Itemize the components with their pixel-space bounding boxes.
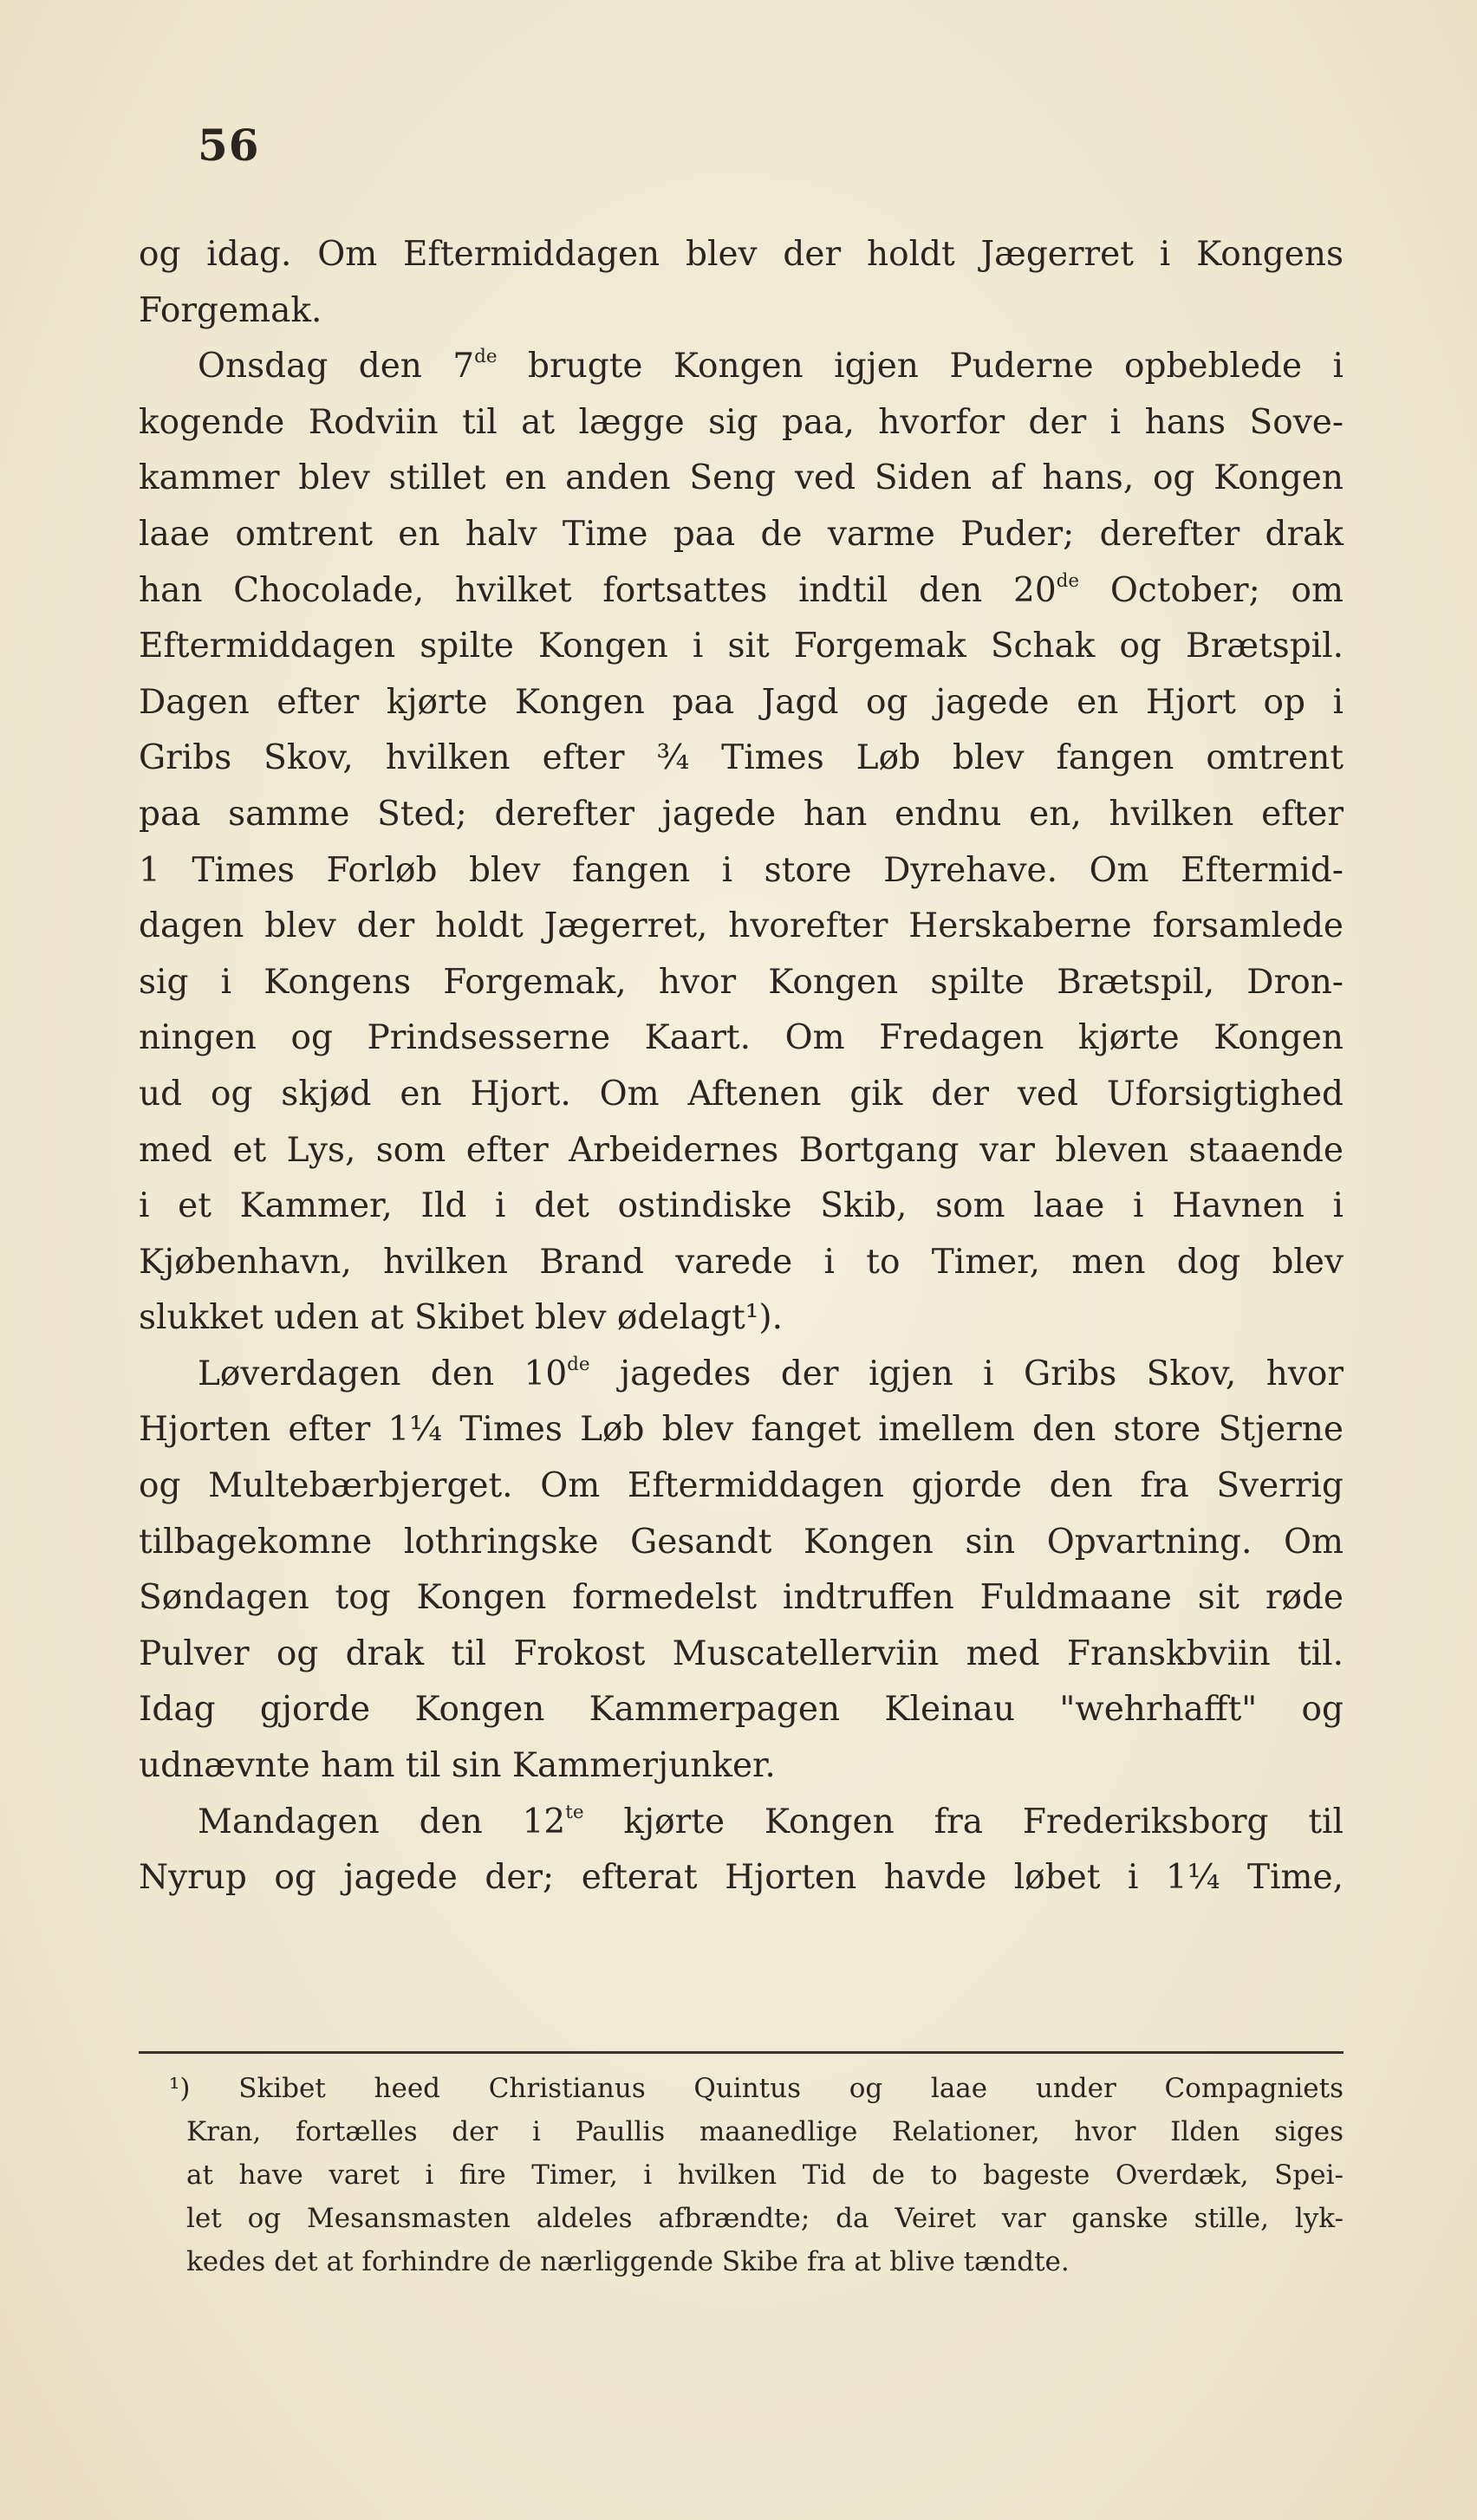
text-line: sig i Kongens Forgemak, hvor Kongen spilte Brætspil, Dron- (139, 962, 1344, 1002)
text-line: tilbagekomne lothringske Gesandt Kongen sin Opvartning. Om (139, 1522, 1344, 1562)
footnote-divider (139, 2051, 1344, 2054)
text-line-paragraph-start (139, 339, 1344, 395)
text-line: Kjøbenhavn, hvilken Brand varede i to Timer, men dog blev (139, 1242, 1344, 1282)
footnote (169, 2067, 1344, 2283)
text-line-paragraph-start (139, 1795, 1344, 1851)
text-line: ningen og Prindsesserne Kaart. Om Fredagen kjørte Kongen (139, 1018, 1344, 1058)
text-line: Gribs Skov, hvilken efter ¾ Times Løb blev fangen omtrent (139, 738, 1344, 778)
text-line: Søndagen tog Kongen formedelst indtruffen Fuldmaane sit røde (139, 1578, 1344, 1618)
line-part: Løverdagen den 10de jagedes der igjen i Gribs Skov, hvor (198, 1353, 1344, 1393)
line-part: Mandagen den $12^{te}$ kjørte Kongen fra Frederiksborg til (198, 1801, 1344, 1841)
text-line: 1 Times Forløb blev fangen i store Dyrehave. Om Eftermid- (139, 850, 1344, 890)
text-line: Dagen efter kjørte Kongen paa Jagd og jagede en Hjort op i (139, 682, 1344, 722)
footnote-line: kedes det at forhindre de nærliggende Skibe fra at blive tændte. (186, 2246, 1070, 2277)
footnote-line: let og Mesansmasten aldeles afbrændte; da Veiret var ganske stille, lyk- (186, 2203, 1344, 2234)
text-line: ud og skjød en Hjort. Om Aftenen gik der ved Uforsigtighed (139, 1074, 1344, 1114)
text-line: i et Kammer, Ild i det ostindiske Skib, som laae i Havnen i (139, 1186, 1344, 1226)
footnote-line (169, 2067, 1344, 2110)
text-line-paragraph-start (139, 1347, 1344, 1403)
text-line: udnævnte ham til sin Kammerjunker. (139, 1746, 776, 1786)
text-line: slukket uden at Skibet blev ødelagt¹). (139, 1298, 784, 1338)
text-line: og idag. Om Eftermiddagen blev der holdt Jægerret i Kongens (139, 235, 1344, 274)
text-line: og Multebærbjerget. Om Eftermiddagen gjorde den fra Sverrig (139, 1466, 1344, 1506)
footnote-line: at have varet i fire Timer, i hvilken Tid de to bageste Overdæk, Spei- (186, 2160, 1344, 2191)
page-number: 56 (198, 120, 260, 171)
footnote-line-text: Skibet heed Christianus Quintus og laae under Compagniets (238, 2073, 1344, 2104)
text-line: Hjorten efter 1¼ Times Løb blev fanget imellem den store Stjerne (139, 1410, 1344, 1450)
text-line: Eftermiddagen spilte Kongen i sit Forgemak Schak og Brætspil. (139, 627, 1344, 666)
text-line: kammer blev stillet en anden Seng ved Siden af hans, og Kongen (139, 458, 1344, 498)
body-text (139, 227, 1344, 1906)
text-line: laae omtrent en halv Time paa de varme Puder; derefter drak (139, 514, 1344, 554)
text-line: Pulver og drak til Frokost Muscatellerviin med Franskbviin til. (139, 1633, 1344, 1673)
line-part: Onsdag den 7de brugte Kongen igjen Puderne opbeblede i (198, 346, 1344, 386)
text-line: han Chocolade, hvilket fortsattes indtil den 20de October; om (139, 569, 1344, 610)
text-line: Nyrup og jagede der; efterat Hjorten havde løbet i 1¼ Time, (139, 1858, 1344, 1898)
footnote-line: Kran, fortælles der i Paullis maanedlige Relationer, hvor Ilden siges (186, 2116, 1344, 2147)
text-line: Forgemak. (139, 290, 322, 330)
footnote-marker: ¹) (169, 2073, 191, 2104)
text-line: med et Lys, som efter Arbeidernes Bortgang var bleven staaende (139, 1130, 1344, 1170)
text-line: paa samme Sted; derefter jagede han endnu en, hvilken efter (139, 794, 1344, 834)
text-line: Idag gjorde Kongen Kammerpagen Kleinau "wehrhafft" og (139, 1690, 1344, 1730)
text-line: dagen blev der holdt Jægerret, hvorefter Herskaberne forsamlede (139, 906, 1344, 946)
text-line: kogende Rodviin til at lægge sig paa, hvorfor der i hans Sove- (139, 402, 1344, 442)
